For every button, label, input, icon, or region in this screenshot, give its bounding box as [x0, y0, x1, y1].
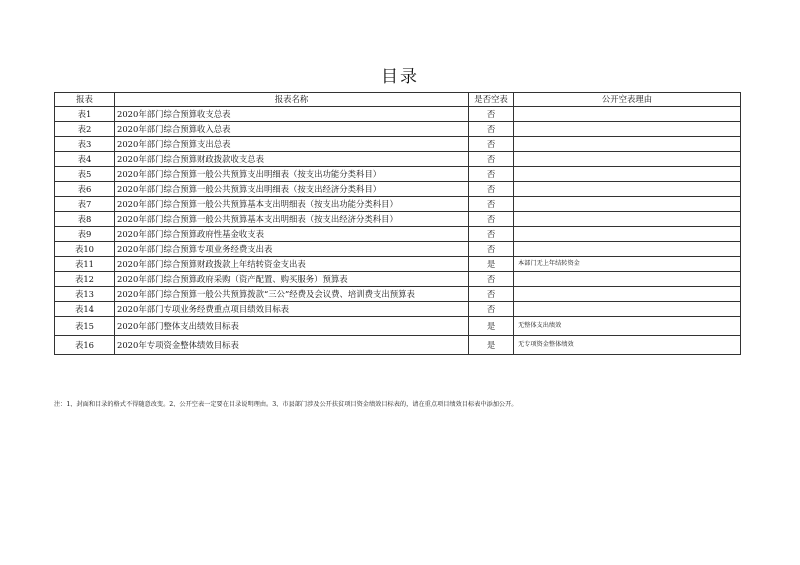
row-empty: 否: [469, 167, 514, 182]
row-id: 表12: [55, 272, 115, 287]
row-name: 2020年部门综合预算财政拨款收支总表: [115, 152, 469, 167]
row-name: 2020年部门综合预算一般公共预算支出明细表（按支出功能分类科目）: [115, 167, 469, 182]
row-id: 表16: [55, 336, 115, 355]
table-row: [55, 152, 741, 167]
row-id: 表6: [55, 182, 115, 197]
row-reason: [514, 287, 741, 302]
row-reason: 无专项资金整体绩效: [514, 336, 741, 355]
footnote: 注：1、封面和目录的格式不得随意改变。2、公开空表一定要在目录说明理由。3、市县部门涉及公开扶贫项目资金绩效目标表的，请在重点项目绩效目标表中添加公开。: [54, 401, 518, 408]
table-row: [55, 182, 741, 197]
row-name: 2020年部门专项业务经费重点项目绩效目标表: [115, 302, 469, 317]
table-row: [55, 167, 741, 182]
row-name: 2020年部门综合预算收支总表: [115, 107, 469, 122]
row-reason: [514, 167, 741, 182]
table-row: [55, 257, 741, 272]
row-name: 2020年部门综合预算政府性基金收支表: [115, 227, 469, 242]
header-report-name: 报表名称: [115, 93, 469, 107]
row-name: 2020年专项资金整体绩效目标表: [115, 336, 469, 355]
row-reason: 本部门无上年结转资金: [514, 257, 741, 272]
row-empty: 否: [469, 107, 514, 122]
row-id: 表4: [55, 152, 115, 167]
row-empty: 否: [469, 302, 514, 317]
row-empty: 是: [469, 336, 514, 355]
table-row: [55, 272, 741, 287]
row-id: 表8: [55, 212, 115, 227]
row-id: 表14: [55, 302, 115, 317]
row-name: 2020年部门综合预算财政拨款上年结转资金支出表: [115, 257, 469, 272]
row-id: 表9: [55, 227, 115, 242]
row-id: 表3: [55, 137, 115, 152]
table-row: [55, 107, 741, 122]
table-row: [55, 197, 741, 212]
row-id: 表13: [55, 287, 115, 302]
row-id: 表11: [55, 257, 115, 272]
page-title: 目录: [381, 67, 419, 87]
row-empty: 否: [469, 122, 514, 137]
table-row: [55, 227, 741, 242]
row-reason: [514, 182, 741, 197]
row-id: 表2: [55, 122, 115, 137]
row-name: 2020年部门综合预算一般公共预算拨款“三公”经费及会议费、培训费支出预算表: [115, 287, 469, 302]
row-empty: 否: [469, 242, 514, 257]
row-reason: [514, 107, 741, 122]
row-reason: [514, 302, 741, 317]
row-id: 表7: [55, 197, 115, 212]
row-reason: [514, 212, 741, 227]
row-reason: [514, 137, 741, 152]
table-row: [55, 336, 741, 355]
row-reason: 无整体支出绩效: [514, 317, 741, 336]
row-empty: 否: [469, 152, 514, 167]
row-empty: 否: [469, 272, 514, 287]
table-row: [55, 122, 741, 137]
header-empty-reason: 公开空表理由: [514, 93, 741, 107]
row-empty: 否: [469, 212, 514, 227]
row-empty: 否: [469, 287, 514, 302]
row-empty: 否: [469, 182, 514, 197]
row-reason: [514, 197, 741, 212]
table-row: [55, 302, 741, 317]
row-empty: 是: [469, 257, 514, 272]
row-id: 表1: [55, 107, 115, 122]
row-empty: 否: [469, 227, 514, 242]
table-row: [55, 242, 741, 257]
row-empty: 是: [469, 317, 514, 336]
row-name: 2020年部门整体支出绩效目标表: [115, 317, 469, 336]
row-name: 2020年部门综合预算支出总表: [115, 137, 469, 152]
row-reason: [514, 152, 741, 167]
row-id: 表10: [55, 242, 115, 257]
row-reason: [514, 122, 741, 137]
header-is-empty: 是否空表: [469, 93, 514, 107]
row-name: 2020年部门综合预算政府采购（资产配置、购买服务）预算表: [115, 272, 469, 287]
table-header-row: [55, 93, 741, 107]
header-report: 报表: [55, 93, 115, 107]
row-reason: [514, 227, 741, 242]
row-id: 表15: [55, 317, 115, 336]
table-row: [55, 212, 741, 227]
row-id: 表5: [55, 167, 115, 182]
row-empty: 否: [469, 197, 514, 212]
row-name: 2020年部门综合预算一般公共预算基本支出明细表（按支出功能分类科目）: [115, 197, 469, 212]
row-reason: [514, 272, 741, 287]
row-reason: [514, 242, 741, 257]
row-name: 2020年部门综合预算一般公共预算基本支出明细表（按支出经济分类科目）: [115, 212, 469, 227]
row-empty: 否: [469, 137, 514, 152]
row-name: 2020年部门综合预算收入总表: [115, 122, 469, 137]
row-name: 2020年部门综合预算专项业务经费支出表: [115, 242, 469, 257]
table-row: [55, 287, 741, 302]
catalog-table: [54, 92, 741, 355]
table-row: [55, 137, 741, 152]
table-row: [55, 317, 741, 336]
row-name: 2020年部门综合预算一般公共预算支出明细表（按支出经济分类科目）: [115, 182, 469, 197]
